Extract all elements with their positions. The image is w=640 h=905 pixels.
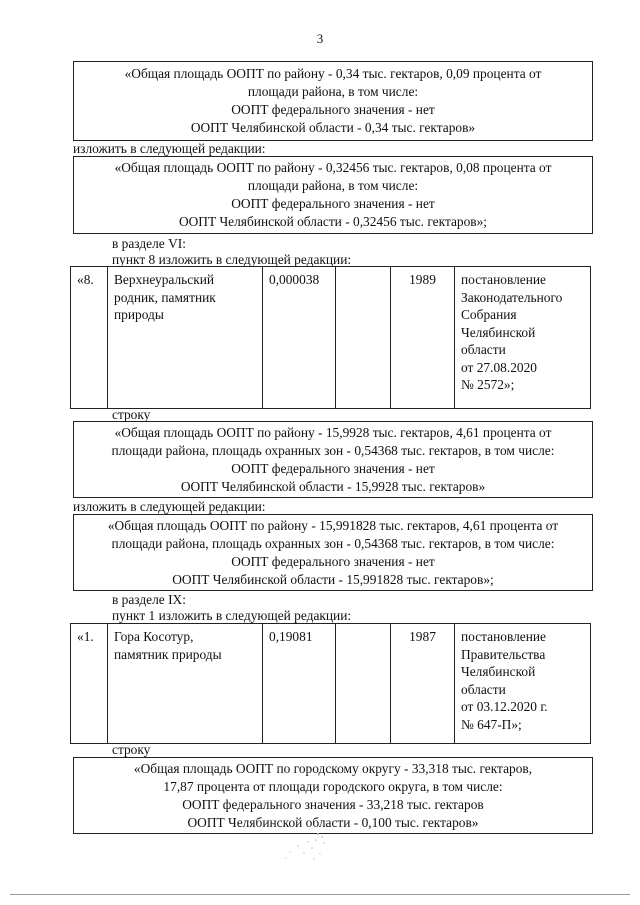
item-number: «1.: [71, 624, 108, 744]
object-year: 1989: [391, 267, 455, 409]
page-number: 3: [316, 31, 324, 46]
cell-line: Собрания: [461, 307, 517, 322]
cell-line: от 27.08.2020: [461, 359, 537, 375]
object-name: [108, 267, 263, 409]
box-line: ООПТ Челябинской области - 15,9928 тыс. гектаров»: [180, 479, 486, 494]
empty-cell: [336, 267, 391, 409]
object-name: [108, 624, 263, 744]
cell-line: Правительства: [461, 646, 546, 662]
box-line: ООПТ Челябинской области - 15,991828 тыс. гектаров»;: [172, 572, 494, 587]
table-row: [71, 267, 591, 409]
box-line: ООПТ федерального значения - нет: [231, 461, 435, 476]
instruction-line: изложить в следующей редакции:: [73, 499, 266, 514]
box-line: площади района, площадь охранных зон - 0,54368 тыс. гектаров, в том числе:: [111, 443, 555, 458]
text-box-old-district-area: [73, 61, 593, 141]
cell-line: памятник природы: [114, 646, 222, 662]
box-line: ООПТ Челябинской области - 0,32456 тыс. гектаров»;: [178, 214, 488, 229]
cell-line: природы: [114, 307, 164, 322]
cell-line: Челябинской: [461, 324, 536, 340]
instruction-line: изложить в следующей редакции:: [73, 141, 266, 156]
cell-line: области: [461, 681, 506, 697]
instruction-line: строку: [112, 407, 151, 422]
cell-line: от 03.12.2020 г.: [461, 699, 548, 714]
text-box-new-district-area-2: [73, 514, 593, 591]
box-line: «Общая площадь ООПТ по району - 15,9928 тыс. гектаров, 4,61 процента от: [114, 425, 552, 440]
instruction-line: пункт 1 изложить в следующей редакции:: [112, 608, 352, 623]
instruction-line: строку: [112, 742, 151, 757]
cell-line: родник, памятник: [114, 289, 216, 305]
object-area: 0,19081: [263, 624, 336, 744]
text-box-city-district-area: [73, 757, 593, 834]
cell-line: Челябинской: [461, 664, 536, 679]
box-line: «Общая площадь ООПТ по району - 0,34 тыс. гектаров, 0,09 процента от: [124, 66, 542, 81]
bottom-edge-line: [10, 894, 630, 895]
text-box-new-district-area: [73, 156, 593, 234]
stamp-mark-icon: [278, 828, 334, 864]
box-line: «Общая площадь ООПТ по району - 15,991828 тыс. гектаров, 4,61 процента от: [107, 518, 559, 533]
box-line: ООПТ федерального значения - 33,218 тыс. гектаров: [182, 797, 484, 812]
box-line: ООПТ Челябинской области - 0,100 тыс. гектаров»: [187, 815, 479, 830]
object-year: 1987: [391, 624, 455, 744]
box-line: ООПТ федерального значения - нет: [231, 554, 435, 569]
section-heading: в разделе IX:: [112, 592, 186, 607]
box-line: ООПТ Челябинской области - 0,34 тыс. гектаров»: [190, 120, 476, 135]
table-item-1: [70, 623, 591, 744]
object-area: 0,000038: [263, 267, 336, 409]
section-heading: в разделе VI:: [112, 236, 186, 251]
instruction-line: пункт 8 изложить в следующей редакции:: [112, 252, 352, 267]
box-line: площади района, в том числе:: [247, 178, 419, 193]
box-line: «Общая площадь ООПТ по городскому округу - 33,318 тыс. гектаров,: [133, 761, 533, 776]
cell-line: № 2572»;: [461, 377, 515, 392]
item-number: «8.: [71, 267, 108, 409]
cell-line: Верхнеуральский: [114, 272, 215, 287]
cell-line: постановление: [461, 272, 547, 287]
box-line: площади района, в том числе:: [247, 84, 419, 99]
cell-line: Законодательного: [461, 289, 563, 305]
box-line: 17,87 процента от площади городского округа, в том числе:: [163, 779, 503, 794]
legal-basis: [455, 267, 591, 409]
legal-basis: [455, 624, 591, 744]
cell-line: Гора Косотур,: [114, 629, 194, 644]
box-line: ООПТ федерального значения - нет: [231, 102, 435, 117]
box-line: площади района, площадь охранных зон - 0,54368 тыс. гектаров, в том числе:: [111, 536, 555, 551]
table-row: [71, 624, 591, 744]
box-line: «Общая площадь ООПТ по району - 0,32456 тыс. гектаров, 0,08 процента от: [114, 160, 552, 175]
table-item-8: [70, 266, 591, 409]
cell-line: № 647-П»;: [461, 716, 522, 732]
empty-cell: [336, 624, 391, 744]
cell-line: постановление: [461, 629, 547, 644]
box-line: ООПТ федерального значения - нет: [231, 196, 435, 211]
text-box-old-district-area-2: [73, 421, 593, 498]
cell-line: области: [461, 342, 506, 357]
